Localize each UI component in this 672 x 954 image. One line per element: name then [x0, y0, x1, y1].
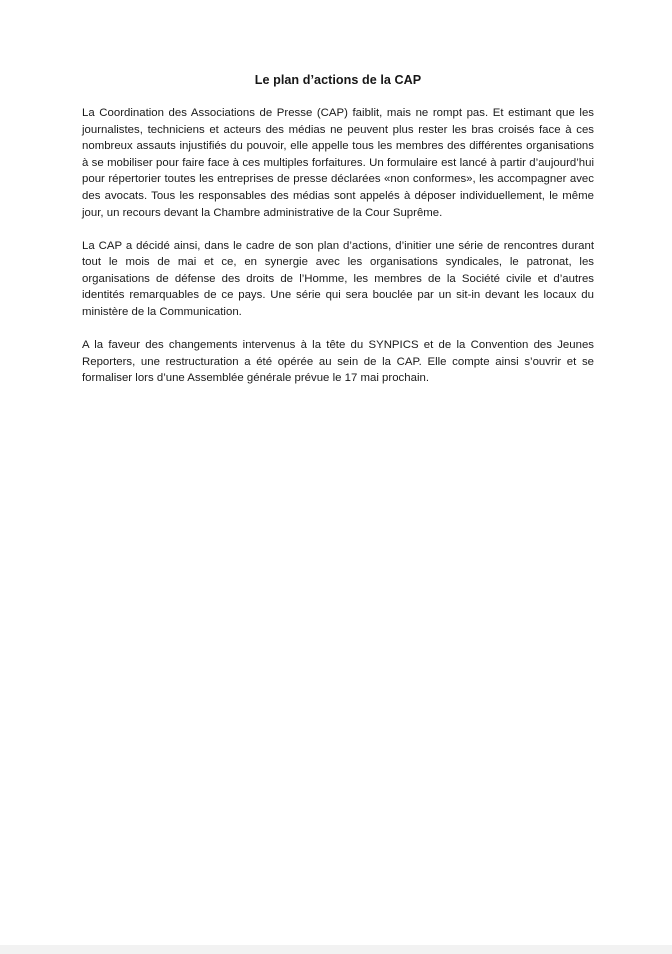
- document-body: [82, 72, 594, 387]
- page-title: Le plan d’actions de la CAP: [254, 73, 422, 87]
- paragraph: La CAP a décidé ainsi, dans le cadre de son plan d’actions, d’initier une série de rencontres durant tout le mois de mai et ce, en synergie avec les organisations syndicales, le patronat, les organisations de défense des droits de l’Homme, les membres de la Société civile et d’autres identités remarquables de ce pays. Une série qui sera bouclée par un sit-in devant les locaux du ministère de la Communication.: [82, 239, 594, 319]
- paragraph: La Coordination des Associations de Presse (CAP) faiblit, mais ne rompt pas. Et estimant que les journalistes, techniciens et acteurs des médias ne peuvent plus rester les bras croisés face à ces nombreux assauts injustifiés du pouvoir, elle appelle tous les membres des différentes organisations à se mobiliser pour faire face à ces multiples forfaitures. Un formulaire est lancé à partir d’aujourd’hui pour répertorier toutes les entreprises de presse déclarées «non conformes», les accompagner avec des avocats. Tous les responsables des médias sont appelés à déposer individuellement, le même jour, un recours devant la Chambre administrative de la Cour Suprême.: [82, 107, 594, 219]
- page-bottom-edge: [0, 945, 672, 954]
- paragraph: A la faveur des changements intervenus à la tête du SYNPICS et de la Convention des Jeunes Reporters, une restructuration a été opérée au sein de la CAP. Elle compte ainsi s’ouvrir et se formaliser lors d’une Assemblée générale prévue le 17 mai prochain.: [82, 339, 594, 385]
